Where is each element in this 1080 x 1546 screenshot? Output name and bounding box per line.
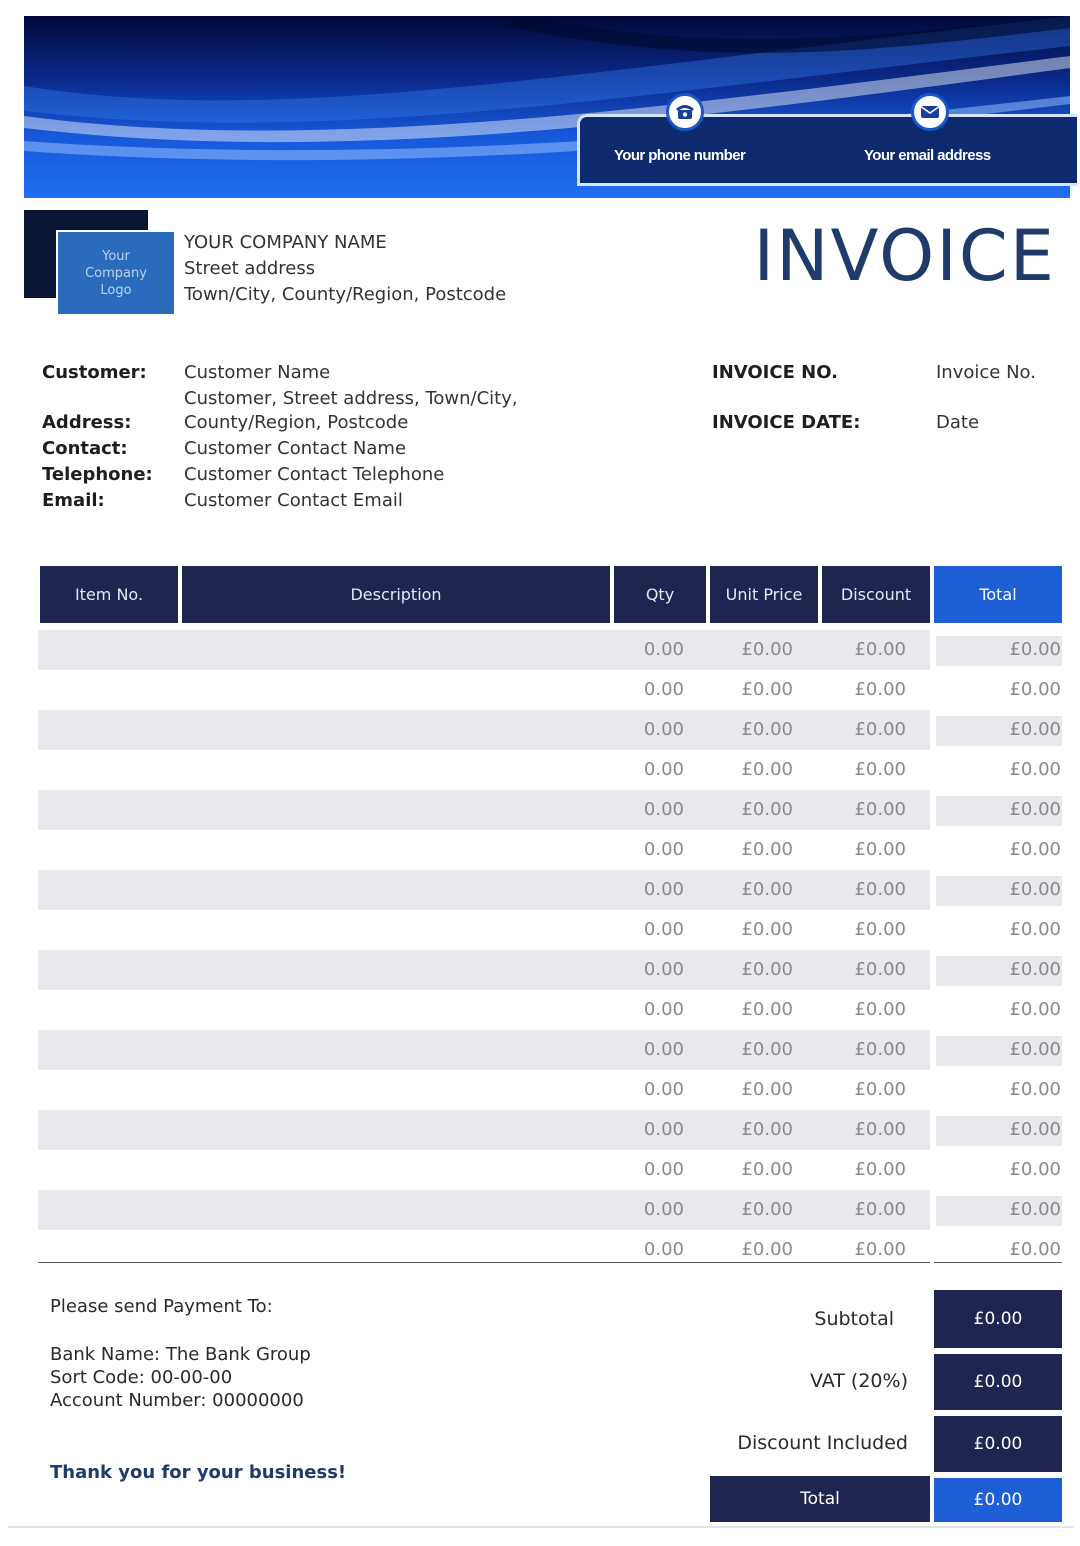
- company-street: Street address: [184, 258, 316, 279]
- unit-price-cell: £0.00: [741, 1079, 793, 1100]
- discount-cell: £0.00: [854, 1239, 906, 1260]
- subtotal-value: £0.00: [934, 1290, 1062, 1348]
- total-cell: £0.00: [1009, 719, 1061, 740]
- table-row: [38, 630, 930, 670]
- unit-price-cell: £0.00: [741, 639, 793, 660]
- account-number: Account Number: 00000000: [50, 1390, 304, 1411]
- discount-cell: £0.00: [854, 1079, 906, 1100]
- qty-cell: 0.00: [643, 1159, 684, 1180]
- unit-price-cell: £0.00: [741, 1159, 793, 1180]
- total-cell: £0.00: [1009, 1239, 1061, 1260]
- table-row: [38, 710, 930, 750]
- column-header-discount: Discount: [822, 566, 930, 623]
- discount-cell: £0.00: [854, 879, 906, 900]
- customer-telephone: Customer Contact Telephone: [184, 464, 445, 485]
- unit-price-cell: £0.00: [741, 1239, 793, 1260]
- discount-cell: £0.00: [854, 959, 906, 980]
- total-cell: £0.00: [1009, 1079, 1061, 1100]
- column-header-description: Description: [182, 566, 610, 623]
- qty-cell: 0.00: [643, 839, 684, 860]
- customer-email: Customer Contact Email: [184, 490, 403, 511]
- total-cell: £0.00: [1009, 1119, 1061, 1140]
- thank-you-message: Thank you for your business!: [50, 1462, 347, 1483]
- total-cell: £0.00: [1009, 1039, 1061, 1060]
- customer-address-line-1: Customer, Street address, Town/City,: [184, 388, 518, 409]
- column-header-item-no: Item No.: [40, 566, 178, 623]
- qty-cell: 0.00: [643, 719, 684, 740]
- total-cell: £0.00: [1009, 999, 1061, 1020]
- discount-cell: £0.00: [854, 639, 906, 660]
- qty-cell: 0.00: [643, 1039, 684, 1060]
- discount-cell: £0.00: [854, 1039, 906, 1060]
- telephone-label: Telephone:: [42, 464, 153, 485]
- column-header-total: Total: [934, 566, 1062, 623]
- page-bottom-edge: [8, 1526, 1074, 1528]
- total-cell: £0.00: [1009, 1159, 1061, 1180]
- qty-cell: 0.00: [643, 879, 684, 900]
- contact-label: Contact:: [42, 438, 128, 459]
- grand-total-value: £0.00: [934, 1478, 1062, 1522]
- table-row: [38, 1190, 930, 1230]
- contact-info-panel: [577, 114, 1077, 186]
- unit-price-cell: £0.00: [741, 759, 793, 780]
- company-logo: [56, 230, 176, 316]
- email-address-label[interactable]: Your email address: [864, 147, 991, 164]
- invoice-date-label: INVOICE DATE:: [712, 412, 861, 433]
- table-bottom-rule-total: [934, 1262, 1062, 1263]
- customer-contact: Customer Contact Name: [184, 438, 407, 459]
- unit-price-cell: £0.00: [741, 1039, 793, 1060]
- unit-price-cell: £0.00: [741, 1119, 793, 1140]
- unit-price-cell: £0.00: [741, 919, 793, 940]
- qty-cell: 0.00: [643, 999, 684, 1020]
- column-header-unit-price: Unit Price: [710, 566, 818, 623]
- customer-name: Customer Name: [184, 362, 331, 383]
- unit-price-cell: £0.00: [741, 799, 793, 820]
- unit-price-cell: £0.00: [741, 679, 793, 700]
- total-cell: £0.00: [1009, 879, 1061, 900]
- total-cell: £0.00: [1009, 799, 1061, 820]
- unit-price-cell: £0.00: [741, 999, 793, 1020]
- discount-cell: £0.00: [854, 839, 906, 860]
- subtotal-label: Subtotal: [814, 1308, 894, 1330]
- discount-cell: £0.00: [854, 679, 906, 700]
- total-cell: £0.00: [1009, 1199, 1061, 1220]
- total-cell: £0.00: [1009, 839, 1061, 860]
- invoice-number-value: Invoice No.: [936, 362, 1036, 383]
- grand-total-label: Total: [710, 1476, 930, 1522]
- qty-cell: 0.00: [643, 1199, 684, 1220]
- column-header-qty: Qty: [614, 566, 706, 623]
- qty-cell: 0.00: [643, 679, 684, 700]
- qty-cell: 0.00: [643, 639, 684, 660]
- unit-price-cell: £0.00: [741, 959, 793, 980]
- address-label: Address:: [42, 412, 132, 433]
- table-row: [38, 870, 930, 910]
- table-row: [38, 1110, 930, 1150]
- bank-name: Bank Name: The Bank Group: [50, 1344, 311, 1365]
- table-row: [38, 950, 930, 990]
- discount-included-value: £0.00: [934, 1416, 1062, 1472]
- unit-price-cell: £0.00: [741, 1199, 793, 1220]
- discount-cell: £0.00: [854, 919, 906, 940]
- discount-cell: £0.00: [854, 1199, 906, 1220]
- invoice-number-label: INVOICE NO.: [712, 362, 838, 383]
- envelope-icon: [911, 93, 949, 131]
- table-row: [38, 1030, 930, 1070]
- email-label: Email:: [42, 490, 105, 511]
- total-cell: £0.00: [1009, 639, 1061, 660]
- phone-number-label[interactable]: Your phone number: [614, 147, 746, 164]
- table-bottom-rule: [38, 1262, 930, 1263]
- unit-price-cell: £0.00: [741, 879, 793, 900]
- discount-cell: £0.00: [854, 1119, 906, 1140]
- vat-label: VAT (20%): [809, 1370, 908, 1392]
- phone-icon: [666, 93, 704, 131]
- total-cell: £0.00: [1009, 959, 1061, 980]
- discount-cell: £0.00: [854, 719, 906, 740]
- unit-price-cell: £0.00: [741, 719, 793, 740]
- total-cell: £0.00: [1009, 919, 1061, 940]
- logo-placeholder-text: Your Company Logo: [85, 248, 147, 298]
- qty-cell: 0.00: [643, 1079, 684, 1100]
- qty-cell: 0.00: [643, 799, 684, 820]
- customer-label: Customer:: [42, 362, 147, 383]
- qty-cell: 0.00: [643, 959, 684, 980]
- discount-cell: £0.00: [854, 759, 906, 780]
- qty-cell: 0.00: [643, 1119, 684, 1140]
- sort-code: Sort Code: 00-00-00: [50, 1367, 233, 1388]
- invoice-date-value: Date: [936, 412, 980, 433]
- total-cell: £0.00: [1009, 679, 1061, 700]
- discount-cell: £0.00: [854, 999, 906, 1020]
- discount-included-label: Discount Included: [737, 1432, 908, 1454]
- company-town: Town/City, County/Region, Postcode: [184, 284, 507, 305]
- vat-value: £0.00: [934, 1354, 1062, 1410]
- qty-cell: 0.00: [643, 919, 684, 940]
- customer-address-line-2: County/Region, Postcode: [184, 412, 409, 433]
- total-cell: £0.00: [1009, 759, 1061, 780]
- page-title: INVOICE: [753, 215, 1056, 297]
- unit-price-cell: £0.00: [741, 839, 793, 860]
- discount-cell: £0.00: [854, 1159, 906, 1180]
- qty-cell: 0.00: [643, 1239, 684, 1260]
- table-row: [38, 790, 930, 830]
- payment-heading: Please send Payment To:: [50, 1296, 273, 1317]
- discount-cell: £0.00: [854, 799, 906, 820]
- qty-cell: 0.00: [643, 759, 684, 780]
- company-name: YOUR COMPANY NAME: [184, 232, 387, 253]
